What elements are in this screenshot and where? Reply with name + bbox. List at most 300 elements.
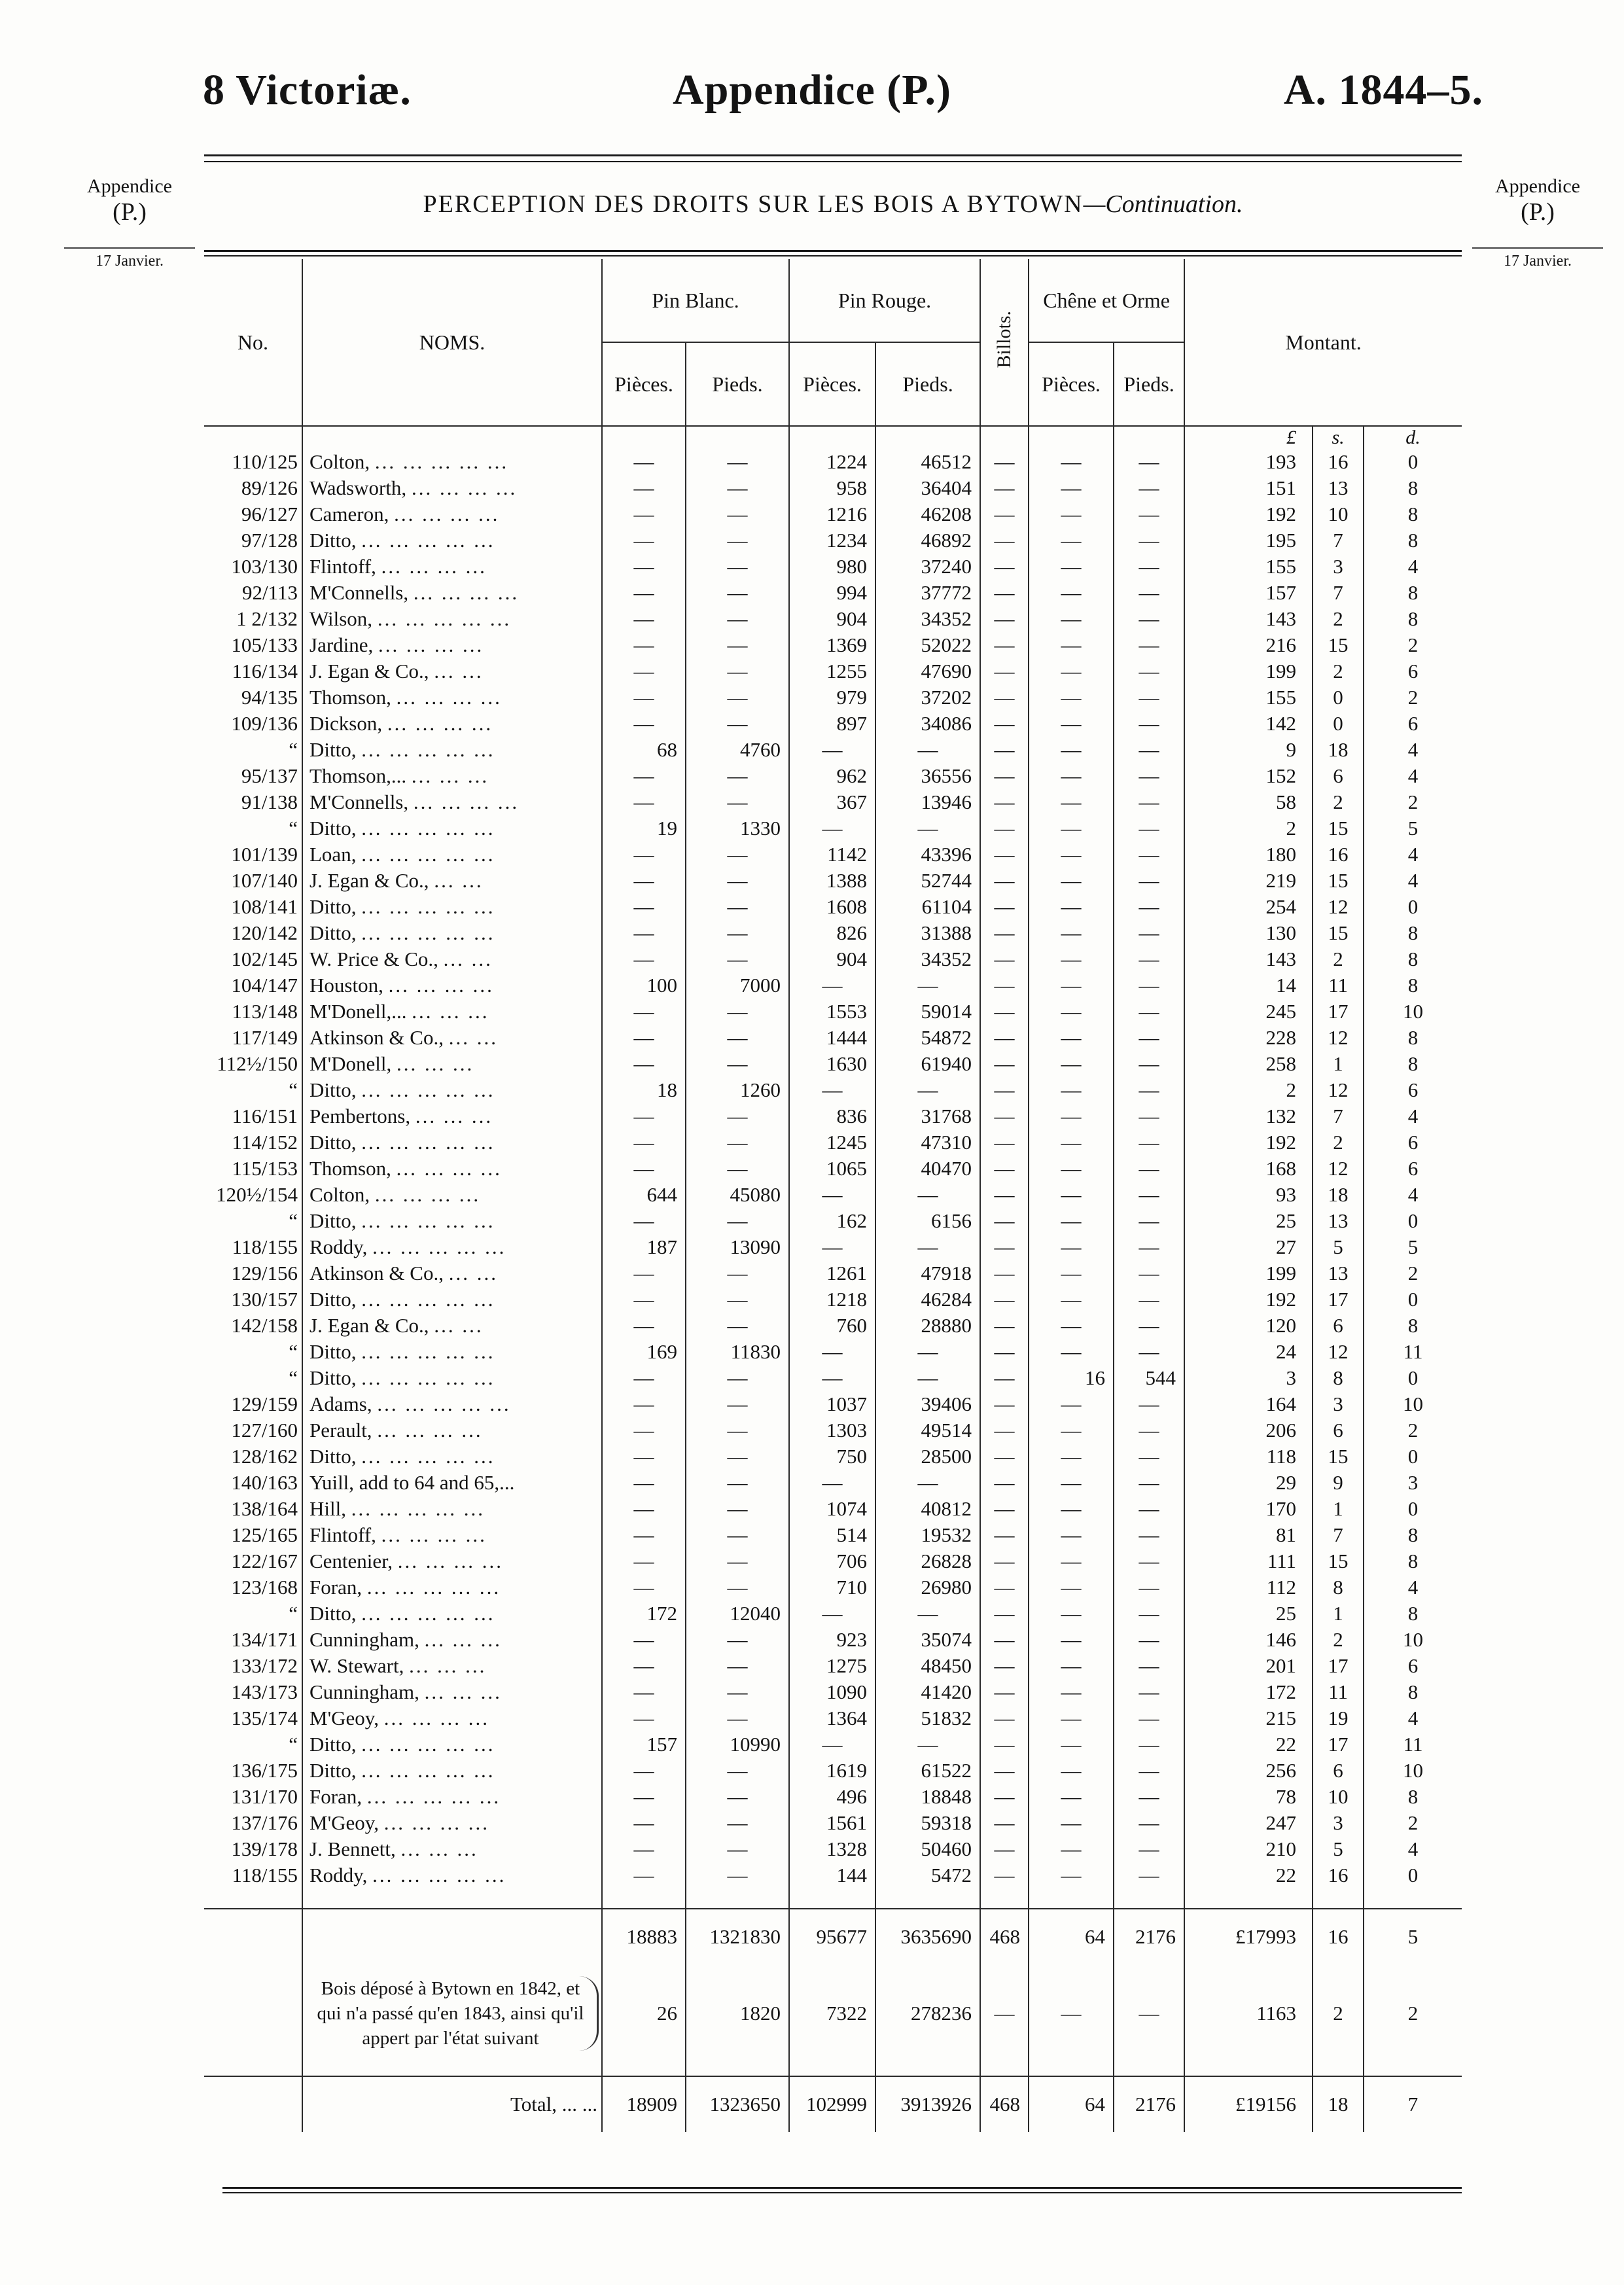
cell-name [302, 711, 602, 737]
cell-pr-pieds: 31768 [875, 1103, 980, 1129]
table-row [204, 789, 1462, 815]
cell-co-pieds: 544 [1114, 1365, 1184, 1391]
cell-billots: — [980, 1286, 1029, 1313]
merchant-name: Cameron, [309, 503, 389, 525]
leader-dots: ... ... ... ... ... [372, 1864, 506, 1886]
cell-no: 116/151 [232, 1105, 298, 1127]
leader-dots: ... ... ... ... ... [361, 1733, 495, 1756]
cell-co-pieces: — [1029, 1758, 1114, 1784]
cell-billots: — [980, 1103, 1029, 1129]
cell-name [302, 1286, 602, 1313]
cell-pr-pieces: 760 [789, 1313, 875, 1339]
cell-pence: 2 [1364, 632, 1462, 658]
cell-pr-pieces: 897 [789, 711, 875, 737]
cell-pounds: 155 [1184, 684, 1313, 711]
cell-shillings: 13 [1313, 1260, 1364, 1286]
merchant-name: Cunningham, [309, 1628, 419, 1651]
cell-billots: — [980, 815, 1029, 841]
cell-shillings: 3 [1313, 1391, 1364, 1417]
table-row [204, 632, 1462, 658]
cell-pr-pieds: 43396 [875, 841, 980, 868]
cell-pr-pieces: 706 [789, 1548, 875, 1574]
cell-pr-pieces: 144 [789, 1862, 875, 1888]
cell-pr-pieds: — [875, 972, 980, 999]
table-row [204, 1129, 1462, 1156]
cell-pb-pieces: — [602, 1208, 686, 1234]
header-montant: Montant. [1184, 259, 1462, 426]
cell-pb-pieds: — [686, 658, 789, 684]
cell-pounds: £19156 [1184, 2076, 1313, 2132]
cell-co-pieces: — [1029, 1286, 1114, 1313]
spacer-cell [875, 1888, 980, 1909]
cell-name [302, 606, 602, 632]
table-row [204, 946, 1462, 972]
cell-co-pieces: — [1029, 815, 1114, 841]
cell-billots: — [980, 1627, 1029, 1653]
merchant-name: Ditto, [309, 1445, 357, 1468]
merchant-name: Ditto, [309, 529, 357, 552]
cell-billots: — [980, 1077, 1029, 1103]
cell-shillings: 2 [1313, 1129, 1364, 1156]
header-pb-pieces: Pièces. [602, 342, 686, 426]
leader-dots: ... ... ... [424, 1628, 502, 1651]
cell-pb-pieds: — [686, 1129, 789, 1156]
cell-pb-pieds: — [686, 1260, 789, 1286]
cell-no: 97/128 [241, 529, 298, 552]
cell-pence: 8 [1364, 1548, 1462, 1574]
leader-dots: ... ... [434, 660, 484, 682]
cell-pr-pieds: — [875, 1470, 980, 1496]
cell-billots: — [980, 1731, 1029, 1758]
cell-name [302, 1470, 602, 1496]
spacer-cell [602, 1888, 686, 1909]
caption-continuation: —Continuation. [1083, 190, 1243, 218]
spacer-cell [204, 1888, 302, 1909]
table-row [204, 972, 1462, 999]
cell-co-pieds: — [1114, 1784, 1184, 1810]
cell-no: 104/147 [231, 974, 298, 997]
cell-pence: 8 [1364, 1313, 1462, 1339]
cell-no: 113/148 [232, 1000, 298, 1023]
cell-co-pieds: — [1114, 841, 1184, 868]
merchant-name: J. Egan & Co., [309, 869, 429, 892]
cell-pr-pieds: 49514 [875, 1417, 980, 1444]
cell-no: 117/149 [232, 1026, 298, 1049]
cell-pence: 2 [1364, 1417, 1462, 1444]
header-pr-pieds: Pieds. [875, 342, 980, 426]
cell-co-pieds: — [1114, 1103, 1184, 1129]
cell-name [302, 1574, 602, 1601]
cell-co-pieds: — [1114, 1025, 1184, 1051]
cell-pounds: 170 [1184, 1496, 1313, 1522]
cell-co-pieces: — [1029, 580, 1114, 606]
leader-dots: ... ... ... ... [396, 686, 502, 709]
cell-pb-pieds: — [686, 475, 789, 501]
merchant-name: Roddy, [309, 1864, 368, 1886]
cell-co-pieces: — [1029, 1339, 1114, 1365]
cell-pounds: 172 [1184, 1679, 1313, 1705]
cell-no: 109/136 [231, 712, 298, 735]
cell-name [302, 1025, 602, 1051]
cell-co-pieds: — [1114, 1862, 1184, 1888]
cell-pb-pieds: — [686, 841, 789, 868]
spacer-cell [1029, 2063, 1114, 2076]
cell-no: 130/157 [231, 1288, 298, 1311]
cell-pounds: 93 [1184, 1182, 1313, 1208]
spacer-cell [1184, 1888, 1313, 1909]
header-noms: NOMS. [302, 259, 602, 426]
cell-pence: 11 [1364, 1731, 1462, 1758]
table-row [204, 606, 1462, 632]
cell-shillings: 7 [1313, 1103, 1364, 1129]
cell-co-pieds: — [1114, 1836, 1184, 1862]
cell-co-pieds: — [1114, 999, 1184, 1025]
cell-name [302, 1182, 602, 1208]
cell-billots: — [980, 1810, 1029, 1836]
cell-billots: — [980, 1234, 1029, 1260]
cell-pr-pieds: 51832 [875, 1705, 980, 1731]
cell-no: 103/130 [231, 555, 298, 578]
cell-name [302, 684, 602, 711]
cell-pr-pieds: 37240 [875, 554, 980, 580]
cell-pb-pieds: — [686, 501, 789, 527]
cell-shillings: 12 [1313, 894, 1364, 920]
cell-pr-pieces: 1619 [789, 1758, 875, 1784]
cell-shillings: 7 [1313, 580, 1364, 606]
header-pr-pieces: Pièces. [789, 342, 875, 426]
spacer-row [204, 1888, 1462, 1909]
cell-shillings: 15 [1313, 920, 1364, 946]
spacer-cell [1364, 2063, 1462, 2076]
cell-no: 114/152 [232, 1131, 298, 1154]
cell-pb-pieces: — [602, 1286, 686, 1313]
cell-shillings: 16 [1313, 841, 1364, 868]
cell-pb-pieces: — [602, 1574, 686, 1601]
cell-pr-pieces: 95677 [789, 1909, 875, 1964]
cell-no: 116/134 [232, 660, 298, 682]
unit-shillings: s. [1313, 426, 1364, 449]
cell-pb-pieds: — [686, 763, 789, 789]
cell-co-pieds: — [1114, 684, 1184, 711]
cell-co-pieds: — [1114, 658, 1184, 684]
cell-pb-pieces: — [602, 1025, 686, 1051]
merchant-name: J. Bennett, [309, 1837, 396, 1860]
cell-shillings: 17 [1313, 1653, 1364, 1679]
total-label: Total, [510, 2093, 557, 2116]
cell-pence: 11 [1364, 1339, 1462, 1365]
cell-co-pieces: — [1029, 763, 1114, 789]
leader-dots: ... ... ... ... [374, 1183, 481, 1206]
cell-co-pieces: — [1029, 1601, 1114, 1627]
cell-pence: 4 [1364, 841, 1462, 868]
cell-pr-pieces: — [789, 1601, 875, 1627]
cell-pr-pieces: 904 [789, 606, 875, 632]
cell-name [302, 894, 602, 920]
cell-name [302, 658, 602, 684]
merchant-name: M'Connells, [309, 790, 409, 813]
merchant-name: Pembertons, [309, 1105, 411, 1127]
cell-pence: 4 [1364, 868, 1462, 894]
cell-pr-pieds: 48450 [875, 1653, 980, 1679]
cell-billots: — [980, 1862, 1029, 1888]
table-row [204, 449, 1462, 475]
cell-pounds: 1163 [1184, 1964, 1313, 2063]
cell-pounds: £17993 [1184, 1909, 1313, 1964]
cell-pb-pieces: — [602, 1862, 686, 1888]
cell-billots: 468 [980, 2076, 1029, 2132]
cell-pence: 6 [1364, 1653, 1462, 1679]
cell-pr-pieds: 28880 [875, 1313, 980, 1339]
cell-name [302, 999, 602, 1025]
header-billots [980, 259, 1029, 426]
leader-dots: ... ... [448, 1026, 498, 1049]
leader-dots: ... ... ... ... ... [372, 1235, 506, 1258]
cell-billots: — [980, 737, 1029, 763]
cell-billots: — [980, 580, 1029, 606]
cell-no: 122/167 [231, 1550, 298, 1572]
cell-shillings: 6 [1313, 1313, 1364, 1339]
header-pin-rouge: Pin Rouge. [789, 259, 980, 342]
cell-name [302, 1548, 602, 1574]
cell-pounds: 245 [1184, 999, 1313, 1025]
cell-pr-pieces: 1216 [789, 501, 875, 527]
cell-co-pieds: — [1114, 1653, 1184, 1679]
cell-billots: — [980, 1679, 1029, 1705]
cell-billots: — [980, 1182, 1029, 1208]
merchant-name: Ditto, [309, 1733, 357, 1756]
cell-billots: — [980, 1548, 1029, 1574]
cell-name [302, 815, 602, 841]
cell-co-pieces: — [1029, 501, 1114, 527]
cell-pr-pieds: 46512 [875, 449, 980, 475]
merchant-name: Ditto, [309, 1340, 357, 1363]
cell-pr-pieds: 6156 [875, 1208, 980, 1234]
cell-shillings: 1 [1313, 1601, 1364, 1627]
cell-no: 127/160 [231, 1419, 298, 1442]
cell-co-pieds: — [1114, 1758, 1184, 1784]
cell-name [302, 1313, 602, 1339]
cell-co-pieds: — [1114, 1627, 1184, 1653]
cell-pb-pieds: — [686, 1758, 789, 1784]
cell-co-pieds: — [1114, 1313, 1184, 1339]
cell-pr-pieds: 36556 [875, 763, 980, 789]
cell-pb-pieds: — [686, 1470, 789, 1496]
table-row [204, 1836, 1462, 1862]
table-row [204, 841, 1462, 868]
cell-no: 120/142 [231, 921, 298, 944]
cell-pb-pieds: — [686, 632, 789, 658]
cell-co-pieces: — [1029, 1679, 1114, 1705]
cell-pb-pieds: — [686, 684, 789, 711]
cell-pb-pieds: — [686, 1653, 789, 1679]
cell-pb-pieces: — [602, 1627, 686, 1653]
cell-billots: — [980, 920, 1029, 946]
spacer-cell [302, 1888, 602, 1909]
cell-pb-pieds: 13090 [686, 1234, 789, 1260]
cell-co-pieces: — [1029, 1103, 1114, 1129]
cell-shillings: 1 [1313, 1496, 1364, 1522]
cell-name [302, 580, 602, 606]
cell-pounds: 130 [1184, 920, 1313, 946]
cell-co-pieds: — [1114, 1417, 1184, 1444]
cell-co-pieds: — [1114, 1679, 1184, 1705]
table-rule-bottom [222, 2187, 1462, 2189]
cell-shillings: 13 [1313, 1208, 1364, 1234]
cell-pb-pieds: — [686, 606, 789, 632]
margin-note-right-line1: Appendice [1495, 175, 1580, 197]
cell-name [302, 1601, 602, 1627]
cell-pb-pieds: — [686, 1548, 789, 1574]
cell-pb-pieces: — [602, 475, 686, 501]
cell-shillings: 16 [1313, 1909, 1364, 1964]
cell-pr-pieces: 1255 [789, 658, 875, 684]
cell-pb-pieds: — [686, 868, 789, 894]
cell-pb-pieds: 1820 [686, 1964, 789, 2063]
cell-billots: — [980, 1339, 1029, 1365]
cell-pence: 8 [1364, 920, 1462, 946]
cell-no: 138/164 [231, 1497, 298, 1520]
cell-name [302, 1627, 602, 1653]
merchant-name: Thomson,... [309, 764, 407, 787]
cell-no: 133/172 [231, 1654, 298, 1677]
cell-no [204, 1909, 302, 1964]
spacer-row [204, 2063, 1462, 2076]
leader-dots: ... ... ... [415, 1105, 493, 1127]
cell-co-pieces: — [1029, 684, 1114, 711]
header-co-pieces: Pièces. [1029, 342, 1114, 426]
cell-pence: 8 [1364, 946, 1462, 972]
header-rule-top [204, 154, 1462, 156]
timber-duty-table [204, 259, 1462, 2132]
cell-co-pieds: — [1114, 1260, 1184, 1286]
table-row [204, 1862, 1462, 1888]
cell-pence: 7 [1364, 2076, 1462, 2132]
cell-no: “ [289, 1078, 298, 1101]
cell-pb-pieces: 169 [602, 1339, 686, 1365]
cell-shillings: 18 [1313, 2076, 1364, 2132]
cell-billots: — [980, 711, 1029, 737]
cell-total-label [302, 2076, 602, 2132]
cell-pr-pieces: 1553 [789, 999, 875, 1025]
table-row [204, 868, 1462, 894]
cell-co-pieces: — [1029, 606, 1114, 632]
cell-shillings: 3 [1313, 554, 1364, 580]
session-header: 8 Victoriæ. [203, 66, 412, 114]
cell-co-pieds: — [1114, 946, 1184, 972]
cell-pb-pieces: 644 [602, 1182, 686, 1208]
cell-pence: 8 [1364, 1522, 1462, 1548]
merchant-name: Ditto, [309, 1288, 357, 1311]
cell-shillings: 2 [1313, 1964, 1364, 2063]
cell-pr-pieces: 980 [789, 554, 875, 580]
cell-pounds: 193 [1184, 449, 1313, 475]
cell-pb-pieds: — [686, 1627, 789, 1653]
cell-pb-pieces: — [602, 1810, 686, 1836]
cell-pounds: 142 [1184, 711, 1313, 737]
cell-shillings: 12 [1313, 1339, 1364, 1365]
cell-shillings: 2 [1313, 606, 1364, 632]
table-row [204, 1365, 1462, 1391]
cell-pence: 2 [1364, 684, 1462, 711]
merchant-name: Ditto, [309, 738, 357, 761]
table-row [204, 684, 1462, 711]
cell-pounds: 3 [1184, 1365, 1313, 1391]
cell-name [302, 737, 602, 763]
leader-dots: ... ... [448, 1262, 498, 1284]
cell-pr-pieds: 34352 [875, 946, 980, 972]
merchant-name: Adams, [309, 1392, 372, 1415]
merchant-name: Ditto, [309, 1759, 357, 1782]
cell-pb-pieces: 172 [602, 1601, 686, 1627]
cell-pounds: 210 [1184, 1836, 1313, 1862]
cell-no: 142/158 [231, 1314, 298, 1337]
spacer-cell [302, 2063, 602, 2076]
cell-pence: 4 [1364, 763, 1462, 789]
cell-co-pieds: — [1114, 1574, 1184, 1601]
cell-shillings: 11 [1313, 1679, 1364, 1705]
cell-shillings: 2 [1313, 1627, 1364, 1653]
cell-co-pieds: — [1114, 1077, 1184, 1103]
cell-pb-pieds: — [686, 711, 789, 737]
cell-pb-pieds: 11830 [686, 1339, 789, 1365]
cell-name [302, 972, 602, 999]
merchant-name: Colton, [309, 450, 370, 473]
merchant-name: Flintoff, [309, 555, 376, 578]
cell-pb-pieces: — [602, 1051, 686, 1077]
cell-billots: — [980, 1129, 1029, 1156]
cell-pr-pieces: — [789, 1365, 875, 1391]
table-row [204, 1784, 1462, 1810]
cell-pr-pieds: 59014 [875, 999, 980, 1025]
table-row [204, 501, 1462, 527]
cell-pr-pieces: — [789, 1234, 875, 1260]
header-co-pieds: Pieds. [1114, 342, 1184, 426]
cell-pr-pieds: 61104 [875, 894, 980, 920]
cell-pr-pieds: 3913926 [875, 2076, 980, 2132]
cell-pr-pieces: 1275 [789, 1653, 875, 1679]
cell-co-pieds: — [1114, 1051, 1184, 1077]
margin-note-left [64, 175, 195, 271]
merchant-name: Ditto, [309, 921, 357, 944]
cell-no: 125/165 [231, 1523, 298, 1546]
cell-billots: — [980, 501, 1029, 527]
leader-dots: ... ... [561, 2093, 597, 2116]
cell-pr-pieds: 34352 [875, 606, 980, 632]
cell-co-pieds: — [1114, 763, 1184, 789]
cell-shillings: 0 [1313, 684, 1364, 711]
cell-billots: — [980, 894, 1029, 920]
cell-no: 129/159 [231, 1392, 298, 1415]
cell-pr-pieds: 59318 [875, 1810, 980, 1836]
cell-billots: — [980, 1391, 1029, 1417]
table-row [204, 1077, 1462, 1103]
cell-pb-pieces: — [602, 841, 686, 868]
cell-shillings: 15 [1313, 1444, 1364, 1470]
cell-co-pieces: — [1029, 946, 1114, 972]
table-row [204, 1705, 1462, 1731]
cell-billots: — [980, 1836, 1029, 1862]
cell-pence: 8 [1364, 1784, 1462, 1810]
cell-no: 107/140 [231, 869, 298, 892]
cell-name [302, 1810, 602, 1836]
cell-billots: — [980, 1260, 1029, 1286]
cell-pb-pieds: — [686, 1836, 789, 1862]
cell-pr-pieds: 47690 [875, 658, 980, 684]
cell-co-pieds: — [1114, 789, 1184, 815]
cell-no: “ [289, 1602, 298, 1625]
leader-dots: ... ... ... ... [383, 1707, 490, 1729]
merchant-name: M'Donell,... [309, 1000, 407, 1023]
